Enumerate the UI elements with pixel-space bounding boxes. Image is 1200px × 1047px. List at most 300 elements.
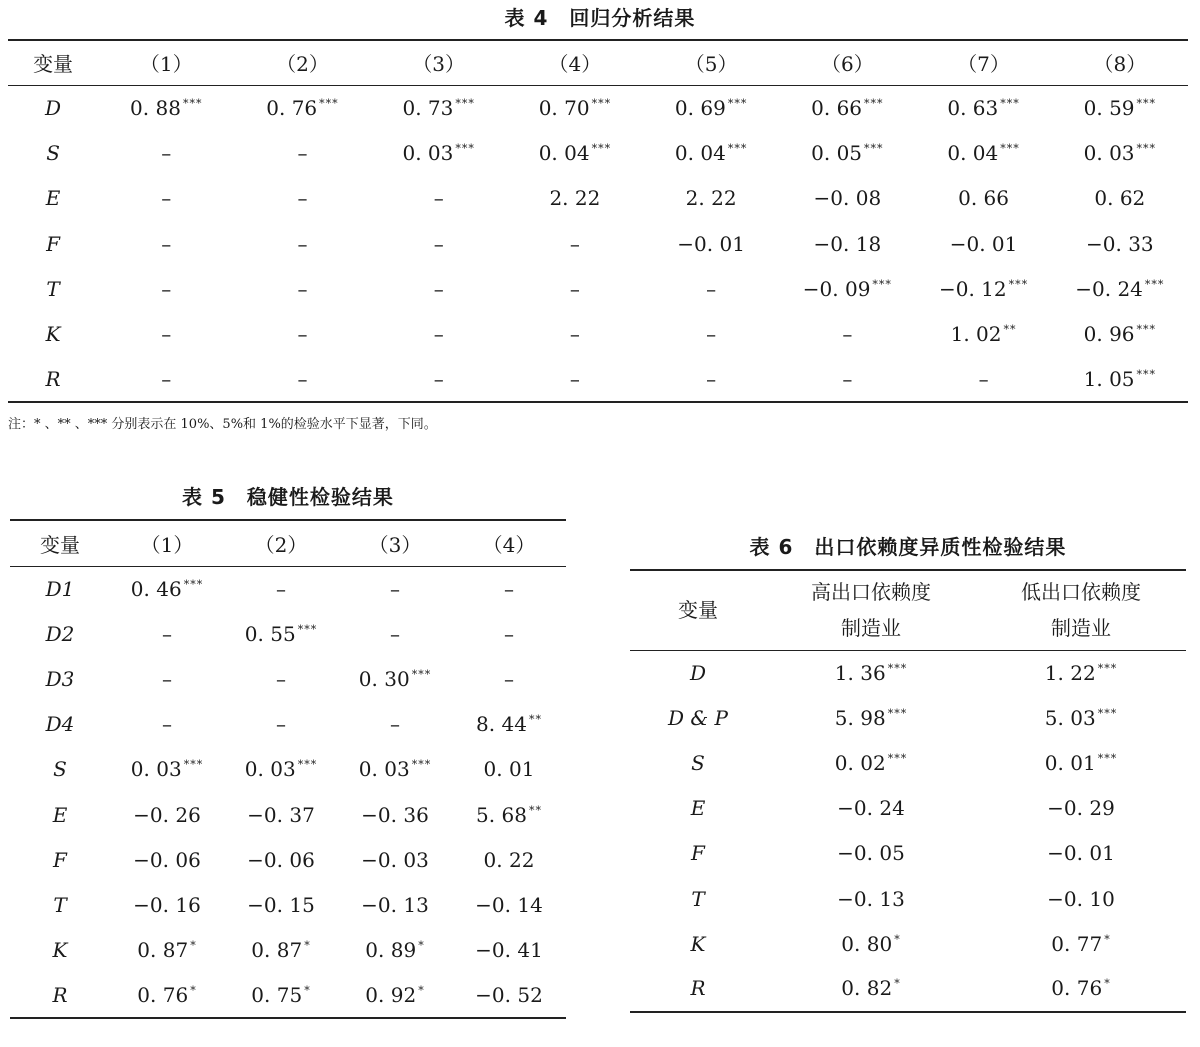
- significance-stars: **: [528, 803, 542, 817]
- variable-column-header: 变量: [8, 40, 98, 85]
- coefficient-value: 0. 03: [402, 140, 454, 165]
- coefficient-value: –: [569, 322, 580, 347]
- significance-stars: ***: [887, 751, 908, 765]
- column-header: （2）: [234, 40, 370, 85]
- coefficient-value: 0. 73: [402, 95, 454, 120]
- variable-name: E: [52, 802, 68, 827]
- table-row: [10, 973, 566, 1018]
- variable-name: F: [46, 231, 61, 256]
- coefficient-cell: [234, 85, 370, 130]
- table-row: [10, 747, 566, 792]
- table-row: [10, 656, 566, 701]
- coefficient-value: 0. 03: [130, 757, 182, 782]
- column-header: （5）: [643, 40, 779, 85]
- column-header: [766, 570, 976, 650]
- significance-stars: ***: [1008, 277, 1029, 291]
- coefficient-value: 1. 05: [1083, 366, 1135, 391]
- variable-name: R: [52, 982, 68, 1007]
- coefficient-cell: [1052, 266, 1188, 311]
- variable-name: D: [45, 95, 62, 120]
- coefficient-cell: [110, 611, 224, 656]
- coefficient-cell: [1052, 221, 1188, 266]
- column-header: （1）: [110, 520, 224, 566]
- coefficient-cell: [1052, 130, 1188, 175]
- coefficient-cell: [224, 611, 338, 656]
- coefficient-value: −0. 24: [837, 796, 905, 821]
- variable-name: K: [690, 931, 706, 956]
- table-row: [630, 966, 1186, 1011]
- coefficient-value: –: [162, 666, 172, 691]
- significance-stars: ***: [183, 577, 204, 591]
- table4-note: 注：* 、** 、*** 分别表示在 10%、5%和 1%的检验水平下显著，下同。: [8, 417, 437, 432]
- coefficient-value: –: [276, 666, 286, 691]
- coefficient-value: −0. 01: [677, 231, 745, 256]
- coefficient-cell: [766, 831, 976, 876]
- table-row: [8, 85, 1188, 130]
- coefficient-cell: [766, 740, 976, 785]
- coefficient-cell: [1052, 85, 1188, 130]
- coefficient-value: 0. 82: [841, 976, 893, 1001]
- coefficient-value: 8. 44: [476, 712, 527, 737]
- table-row: [630, 786, 1186, 831]
- significance-stars: ***: [1144, 277, 1165, 291]
- coefficient-value: 0. 62: [1094, 186, 1146, 211]
- coefficient-cell: [507, 266, 643, 311]
- coefficient-value: –: [297, 231, 308, 256]
- coefficient-cell: [371, 266, 507, 311]
- coefficient-cell: [234, 266, 370, 311]
- coefficient-cell: [507, 85, 643, 130]
- coefficient-value: −0. 52: [475, 982, 543, 1007]
- significance-stars: ***: [727, 141, 748, 155]
- coefficient-value: 0. 75: [251, 982, 303, 1007]
- significance-stars: *: [190, 939, 197, 953]
- header-line: 变量: [678, 598, 718, 623]
- significance-stars: ***: [455, 141, 475, 155]
- coefficient-cell: [779, 176, 915, 221]
- coefficient-cell: [643, 221, 779, 266]
- column-header: （2）: [224, 520, 338, 566]
- coefficient-value: –: [706, 366, 717, 391]
- coefficient-value: –: [433, 366, 444, 391]
- coefficient-cell: [110, 928, 224, 973]
- coefficient-cell: [224, 747, 338, 792]
- coefficient-value: 0. 76: [266, 95, 318, 120]
- variable-name: E: [690, 796, 706, 821]
- table-row: [630, 876, 1186, 921]
- coefficient-value: 0. 92: [365, 982, 417, 1007]
- coefficient-cell: [224, 566, 338, 611]
- coefficient-value: −0. 09: [802, 276, 871, 301]
- coefficient-value: 0. 76: [137, 982, 189, 1007]
- coefficient-value: −0. 41: [475, 938, 543, 963]
- coefficient-cell: [976, 966, 1186, 1011]
- coefficient-value: −0. 01: [1047, 841, 1115, 866]
- coefficient-cell: [766, 786, 976, 831]
- significance-stars: *: [1104, 977, 1111, 991]
- export-dependence-heterogeneity-table: [630, 569, 1186, 1013]
- coefficient-cell: [915, 130, 1051, 175]
- coefficient-cell: [507, 311, 643, 356]
- significance-stars: ***: [411, 758, 432, 772]
- coefficient-cell: [98, 176, 234, 221]
- coefficient-cell: [779, 130, 915, 175]
- table-row: [10, 882, 566, 927]
- coefficient-cell: [507, 221, 643, 266]
- variable-column-header: [630, 570, 766, 650]
- coefficient-cell: [98, 130, 234, 175]
- variable-name: S: [691, 750, 705, 775]
- table4-caption: 表 4 回归分析结果: [504, 6, 696, 30]
- column-header: （4）: [452, 520, 566, 566]
- coefficient-value: 0. 04: [674, 140, 726, 165]
- variable-name: F: [691, 841, 705, 866]
- coefficient-cell: [224, 702, 338, 747]
- coefficient-value: 0. 87: [251, 938, 303, 963]
- coefficient-value: 0. 88: [130, 95, 181, 120]
- table-row: [10, 702, 566, 747]
- coefficient-cell: [766, 695, 976, 740]
- coefficient-value: –: [390, 576, 400, 601]
- coefficient-value: 0. 46: [130, 576, 182, 601]
- significance-stars: ***: [455, 96, 475, 110]
- column-header: [976, 570, 1186, 650]
- coefficient-value: 0. 66: [958, 186, 1009, 211]
- coefficient-value: −0. 13: [837, 886, 905, 911]
- coefficient-cell: [643, 311, 779, 356]
- coefficient-cell: [452, 792, 566, 837]
- coefficient-value: −0. 13: [361, 892, 429, 917]
- significance-stars: **: [1003, 323, 1017, 337]
- coefficient-cell: [371, 130, 507, 175]
- coefficient-value: 0. 30: [358, 666, 410, 691]
- table-row: [8, 176, 1188, 221]
- coefficient-cell: [110, 792, 224, 837]
- coefficient-cell: [452, 702, 566, 747]
- coefficient-cell: [110, 702, 224, 747]
- coefficient-value: –: [390, 621, 400, 646]
- variable-name: D3: [45, 666, 75, 691]
- coefficient-value: −0. 06: [133, 847, 201, 872]
- coefficient-value: 0. 03: [1083, 140, 1135, 165]
- significance-stars: ***: [297, 622, 318, 636]
- coefficient-value: 0. 96: [1083, 322, 1135, 347]
- coefficient-value: –: [706, 276, 717, 301]
- coefficient-value: –: [433, 322, 444, 347]
- coefficient-value: 0. 66: [811, 95, 863, 120]
- coefficient-cell: [371, 176, 507, 221]
- coefficient-cell: [110, 566, 224, 611]
- header-row: [10, 520, 566, 566]
- coefficient-value: −0. 14: [475, 892, 543, 917]
- coefficient-value: –: [842, 322, 853, 347]
- coefficient-value: 1. 02: [950, 322, 1002, 347]
- column-header: （6）: [779, 40, 915, 85]
- coefficient-cell: [338, 656, 452, 701]
- coefficient-value: –: [162, 621, 172, 646]
- coefficient-cell: [234, 357, 370, 402]
- coefficient-value: –: [569, 231, 580, 256]
- coefficient-value: −0. 26: [133, 802, 201, 827]
- coefficient-value: 0. 63: [947, 95, 999, 120]
- coefficient-value: –: [161, 140, 172, 165]
- coefficient-cell: [224, 928, 338, 973]
- coefficient-value: 1. 22: [1044, 660, 1096, 685]
- header-line: 高出口依赖度: [811, 580, 931, 605]
- coefficient-value: −0. 10: [1047, 886, 1115, 911]
- coefficient-value: –: [504, 576, 514, 601]
- significance-stars: *: [418, 983, 425, 997]
- coefficient-cell: [98, 357, 234, 402]
- coefficient-cell: [98, 266, 234, 311]
- table-row: [10, 611, 566, 656]
- column-header: （4）: [507, 40, 643, 85]
- table-row: [630, 650, 1186, 695]
- coefficient-value: 5. 68: [476, 802, 527, 827]
- coefficient-cell: [643, 130, 779, 175]
- significance-stars: ***: [887, 661, 908, 675]
- coefficient-cell: [452, 747, 566, 792]
- significance-stars: *: [418, 939, 425, 953]
- significance-stars: ***: [182, 96, 203, 110]
- coefficient-value: 0. 03: [358, 757, 410, 782]
- variable-name: T: [53, 892, 67, 917]
- coefficient-cell: [976, 740, 1186, 785]
- column-header: （7）: [915, 40, 1051, 85]
- coefficient-cell: [779, 266, 915, 311]
- coefficient-value: 0. 22: [483, 847, 535, 872]
- coefficient-value: –: [276, 576, 286, 601]
- variable-name: D & P: [667, 705, 728, 730]
- header-line: 制造业: [841, 616, 901, 641]
- table-row: [630, 695, 1186, 740]
- coefficient-value: −0. 05: [837, 841, 905, 866]
- coefficient-cell: [452, 611, 566, 656]
- coefficient-value: –: [161, 366, 172, 391]
- significance-stars: *: [304, 939, 311, 953]
- coefficient-value: –: [842, 366, 853, 391]
- coefficient-value: –: [433, 276, 444, 301]
- coefficient-cell: [234, 311, 370, 356]
- coefficient-cell: [976, 921, 1186, 966]
- coefficient-cell: [779, 357, 915, 402]
- coefficient-value: 0. 76: [1051, 976, 1103, 1001]
- coefficient-cell: [976, 786, 1186, 831]
- coefficient-cell: [452, 566, 566, 611]
- significance-stars: ***: [1136, 96, 1157, 110]
- coefficient-value: 0. 03: [244, 757, 296, 782]
- table-row: [10, 792, 566, 837]
- coefficient-value: –: [433, 186, 444, 211]
- coefficient-value: 0. 01: [1044, 750, 1096, 775]
- coefficient-cell: [766, 876, 976, 921]
- significance-stars: ***: [887, 706, 908, 720]
- coefficient-cell: [766, 966, 976, 1011]
- table-row: [10, 566, 566, 611]
- coefficient-cell: [371, 221, 507, 266]
- significance-stars: ***: [319, 96, 339, 110]
- coefficient-value: –: [297, 322, 308, 347]
- header-line: 低出口依赖度: [1021, 580, 1141, 605]
- significance-stars: ***: [411, 667, 432, 681]
- coefficient-cell: [779, 221, 915, 266]
- significance-stars: *: [894, 932, 901, 946]
- coefficient-cell: [110, 973, 224, 1018]
- coefficient-cell: [234, 221, 370, 266]
- coefficient-cell: [915, 311, 1051, 356]
- coefficient-value: −0. 01: [949, 231, 1018, 256]
- coefficient-value: 2. 22: [549, 186, 601, 211]
- coefficient-value: –: [978, 366, 989, 391]
- coefficient-value: 0. 77: [1051, 931, 1103, 956]
- variable-name: K: [52, 938, 68, 963]
- coefficient-value: 2. 22: [685, 186, 737, 211]
- table-row: [8, 130, 1188, 175]
- coefficient-cell: [110, 882, 224, 927]
- coefficient-cell: [338, 702, 452, 747]
- coefficient-value: 0. 59: [1083, 95, 1135, 120]
- coefficient-cell: [643, 85, 779, 130]
- coefficient-value: −0. 06: [247, 847, 315, 872]
- coefficient-cell: [915, 266, 1051, 311]
- table-row: [630, 740, 1186, 785]
- significance-stars: *: [894, 977, 901, 991]
- coefficient-value: –: [297, 276, 308, 301]
- coefficient-cell: [643, 176, 779, 221]
- coefficient-cell: [338, 837, 452, 882]
- significance-stars: **: [528, 713, 542, 727]
- significance-stars: ***: [591, 141, 612, 155]
- coefficient-value: −0. 29: [1047, 796, 1115, 821]
- coefficient-value: 5. 98: [834, 705, 886, 730]
- table-row: [630, 921, 1186, 966]
- coefficient-cell: [110, 747, 224, 792]
- significance-stars: *: [1104, 932, 1111, 946]
- coefficient-value: 0. 55: [244, 621, 296, 646]
- coefficient-cell: [338, 747, 452, 792]
- coefficient-cell: [338, 928, 452, 973]
- significance-stars: ***: [1097, 661, 1118, 675]
- coefficient-cell: [452, 882, 566, 927]
- column-header: （3）: [338, 520, 452, 566]
- coefficient-cell: [338, 792, 452, 837]
- coefficient-value: 1. 36: [834, 660, 886, 685]
- coefficient-value: 0. 05: [811, 140, 863, 165]
- coefficient-cell: [643, 357, 779, 402]
- coefficient-value: −0. 12: [938, 276, 1007, 301]
- variable-name: T: [46, 276, 60, 301]
- coefficient-value: –: [504, 621, 514, 646]
- coefficient-value: –: [297, 140, 308, 165]
- variable-name: D2: [45, 621, 75, 646]
- coefficient-value: −0. 15: [247, 892, 315, 917]
- coefficient-cell: [779, 311, 915, 356]
- variable-name: R: [45, 366, 61, 391]
- coefficient-cell: [371, 311, 507, 356]
- coefficient-cell: [452, 928, 566, 973]
- variable-name: T: [691, 886, 705, 911]
- header-row: [8, 40, 1188, 85]
- variable-name: R: [690, 976, 706, 1001]
- coefficient-cell: [98, 85, 234, 130]
- variable-name: D4: [45, 712, 75, 737]
- coefficient-value: −0. 37: [247, 802, 315, 827]
- significance-stars: ***: [727, 96, 748, 110]
- coefficient-cell: [371, 357, 507, 402]
- coefficient-cell: [507, 357, 643, 402]
- coefficient-value: –: [706, 322, 717, 347]
- coefficient-cell: [507, 130, 643, 175]
- significance-stars: ***: [591, 96, 612, 110]
- variable-name: E: [45, 186, 61, 211]
- coefficient-value: –: [504, 666, 514, 691]
- coefficient-value: −0. 33: [1086, 231, 1154, 256]
- coefficient-value: –: [297, 366, 308, 391]
- coefficient-value: –: [569, 366, 580, 391]
- coefficient-value: −0. 36: [361, 802, 429, 827]
- coefficient-value: –: [161, 231, 172, 256]
- coefficient-cell: [234, 130, 370, 175]
- significance-stars: ***: [872, 277, 892, 291]
- coefficient-value: −0. 16: [133, 892, 201, 917]
- significance-stars: ***: [1097, 706, 1118, 720]
- column-header: （8）: [1052, 40, 1188, 85]
- table-row: [8, 221, 1188, 266]
- coefficient-value: –: [433, 231, 444, 256]
- coefficient-cell: [1052, 176, 1188, 221]
- coefficient-value: –: [297, 186, 308, 211]
- coefficient-cell: [976, 876, 1186, 921]
- variable-name: F: [53, 847, 67, 872]
- significance-stars: ***: [1000, 141, 1020, 155]
- significance-stars: ***: [864, 141, 884, 155]
- coefficient-cell: [915, 357, 1051, 402]
- coefficient-value: −0. 24: [1075, 276, 1143, 301]
- significance-stars: ***: [1136, 323, 1157, 337]
- coefficient-cell: [338, 882, 452, 927]
- coefficient-cell: [976, 831, 1186, 876]
- coefficient-cell: [1052, 357, 1188, 402]
- coefficient-cell: [338, 973, 452, 1018]
- significance-stars: ***: [183, 758, 204, 772]
- header-line: 制造业: [1051, 616, 1111, 641]
- coefficient-value: –: [276, 712, 286, 737]
- variable-column-header: 变量: [10, 520, 110, 566]
- coefficient-cell: [452, 837, 566, 882]
- coefficient-value: 0. 80: [841, 931, 893, 956]
- coefficient-value: −0. 03: [361, 847, 429, 872]
- table-row: [10, 837, 566, 882]
- coefficient-value: –: [569, 276, 580, 301]
- coefficient-value: 5. 03: [1044, 705, 1096, 730]
- coefficient-value: –: [162, 712, 172, 737]
- robustness-test-table: [10, 519, 566, 1019]
- table-row: [10, 928, 566, 973]
- significance-stars: ***: [864, 96, 884, 110]
- significance-stars: ***: [1097, 751, 1118, 765]
- coefficient-cell: [976, 650, 1186, 695]
- coefficient-cell: [224, 882, 338, 927]
- table5-caption: 表 5 稳健性检验结果: [182, 485, 394, 509]
- significance-stars: ***: [297, 758, 318, 772]
- coefficient-value: 0. 89: [365, 938, 417, 963]
- coefficient-cell: [507, 176, 643, 221]
- coefficient-cell: [338, 566, 452, 611]
- coefficient-cell: [234, 176, 370, 221]
- coefficient-cell: [98, 311, 234, 356]
- coefficient-cell: [976, 695, 1186, 740]
- coefficient-cell: [338, 611, 452, 656]
